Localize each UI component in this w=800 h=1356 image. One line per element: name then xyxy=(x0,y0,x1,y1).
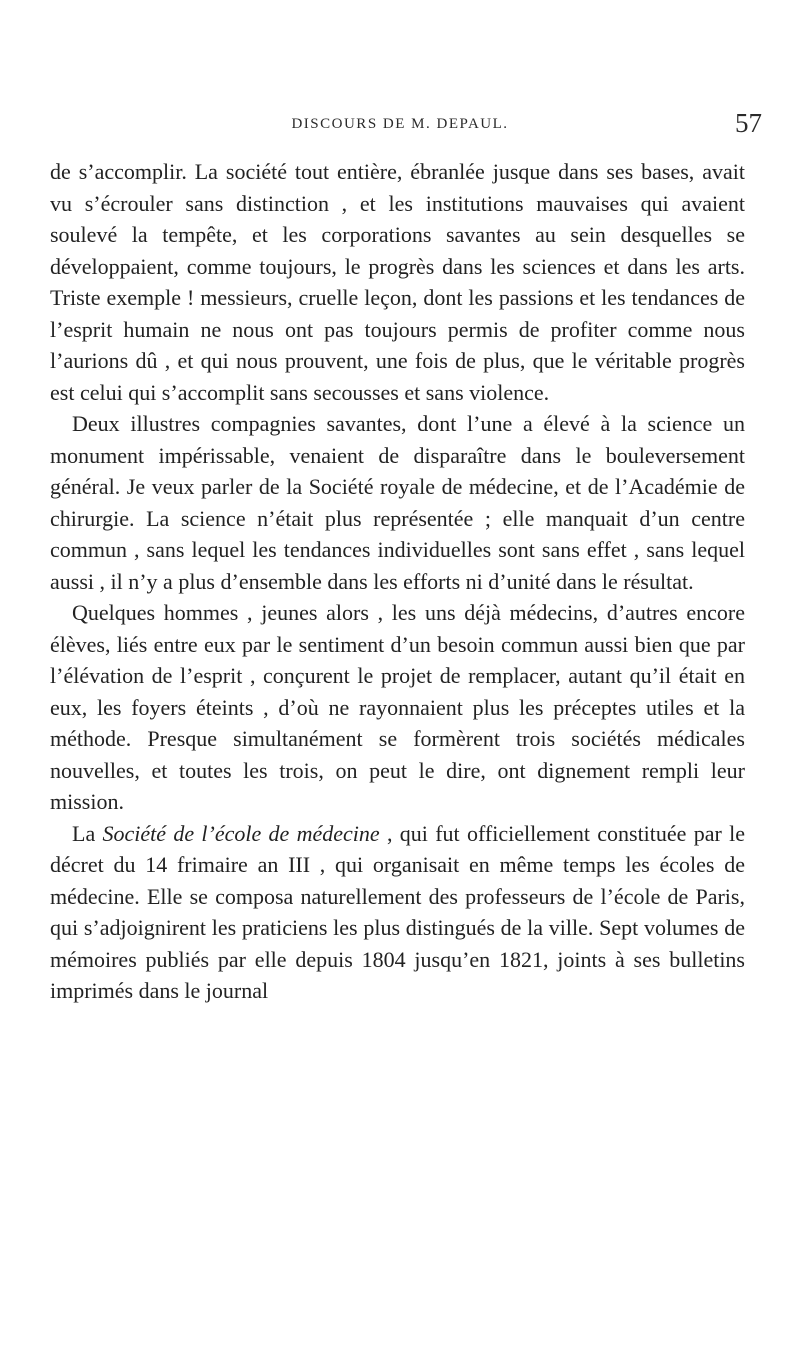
paragraph-4-lead: La xyxy=(72,820,103,846)
paragraph-4-rest: , qui fut officiellement constituée par le décret du 14 frimaire an III , qui organisait en même temps les écoles de médecine. Elle se composa naturellement des professeurs de l’école de Paris, qui s’adjoignirent les praticiens les plus distingués de la ville. Sept volumes de mémoires publiés par elle depuis 1804 jusqu’en 1821, joints à ses bulletins imprimés dans le journal xyxy=(50,820,746,1003)
running-title: DISCOURS DE M. DEPAUL. xyxy=(291,116,509,132)
paragraph-3: Quelques hommes , jeunes alors , les uns déjà médecins, d’autres encore élèves, liés entre eux par le sentiment d’un besoin commun aussi bien que par l’élévation de l’esprit , conçurent le projet de remplacer, autant qu’il était en eux, les foyers éteints , d’où ne rayonnaient plus les préceptes utiles et la méthode. Presque simultanément se formèrent trois sociétés médicales nouvelles, et toutes les trois, on peut le dire, ont dignement rempli leur mission. xyxy=(50,600,745,814)
paragraph-4 xyxy=(50,818,745,1007)
society-name-italic: Société de l’école de médecine xyxy=(102,820,380,846)
running-head xyxy=(0,110,800,140)
page-number: 57 xyxy=(735,108,762,138)
body-text xyxy=(50,156,745,1007)
paragraph-1: de s’accomplir. La société tout entière, ébranlée jusque dans ses bases, avait vu s’écrouler sans distinction , et les institutions mauvaises qui avaient soulevé la tempête, et les corporations savantes au sein desquelles se développaient, comme toujours, le progrès dans les sciences et dans les arts. Triste exemple ! messieurs, cruelle leçon, dont les passions et les tendances de l’esprit humain ne nous ont pas toujours permis de profiter comme nous l’aurions dû , et qui nous prouvent, une fois de plus, que le véritable progrès est celui qui s’accomplit sans secousses et sans violence. xyxy=(50,159,745,405)
paragraph-2: Deux illustres compagnies savantes, dont l’une a élevé à la science un monument impérissable, venaient de disparaître dans le bouleversement général. Je veux parler de la Société royale de médecine, et de l’Académie de chirurgie. La science n’était plus représentée ; elle manquait d’un centre commun , sans lequel les tendances individuelles sont sans effet , sans lequel aussi , il n’y a plus d’ensemble dans les efforts ni d’unité dans le résultat. xyxy=(50,411,745,594)
